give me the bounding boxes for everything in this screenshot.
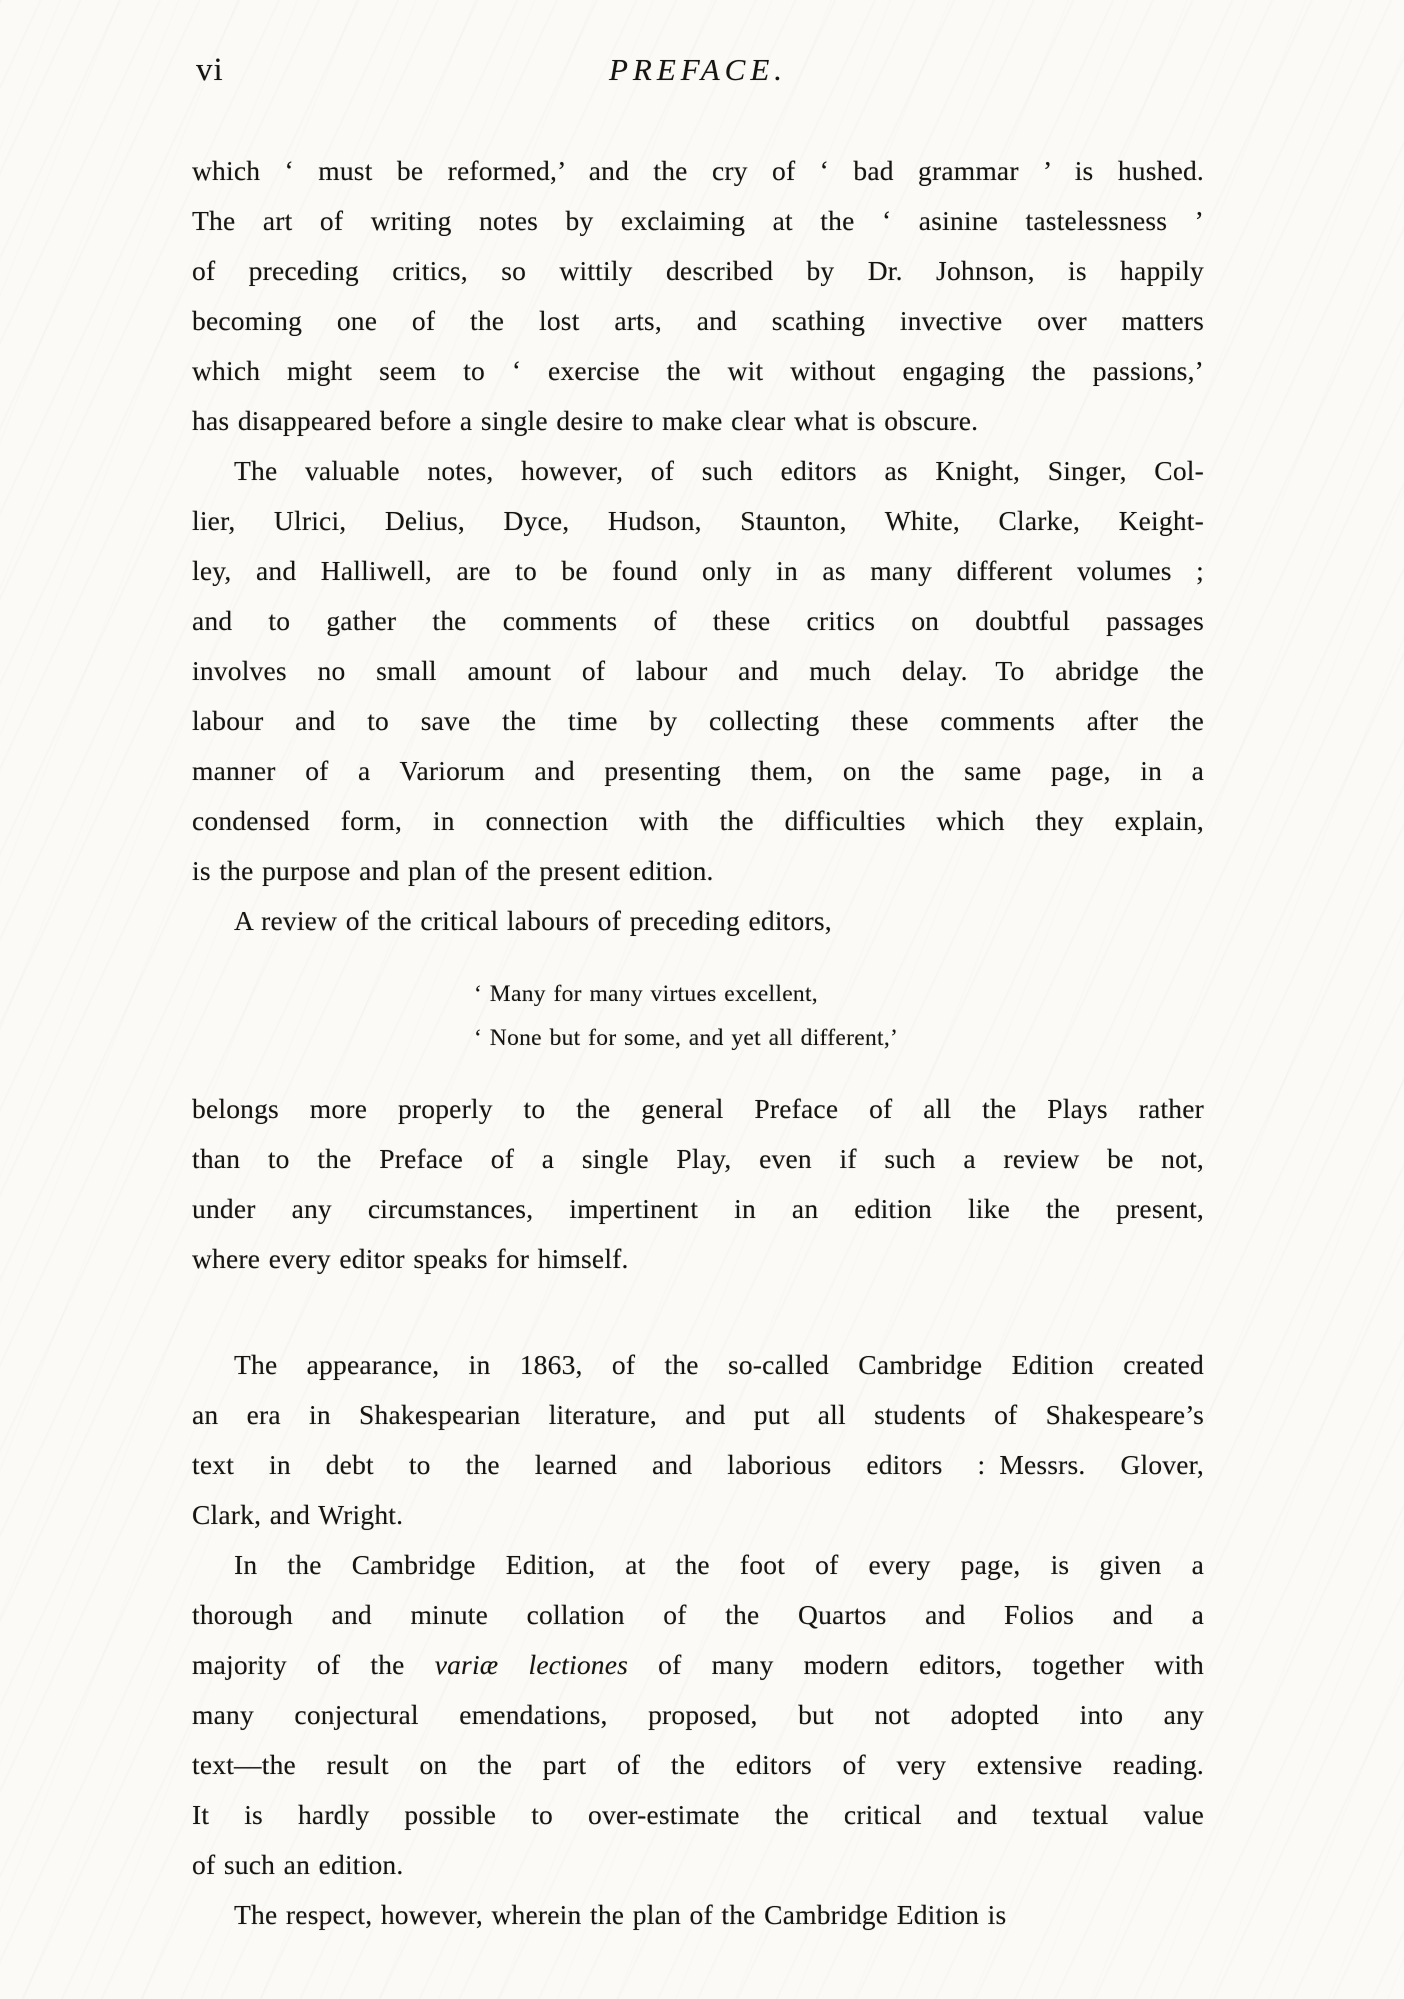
- text-line: of preceding critics, so wittily described by Dr. Johnson, is happily: [192, 255, 1204, 286]
- verse-paragraph: [474, 972, 1204, 1060]
- text-line: where every editor speaks for himself.: [192, 1243, 629, 1274]
- paragraph: [192, 1340, 1204, 1540]
- text-line: an era in Shakespearian literature, and put all students of Shakespeare’s: [192, 1399, 1204, 1430]
- text-line: The respect, however, wherein the plan of the Cambridge Edition is: [234, 1899, 1007, 1930]
- text-line: becoming one of the lost arts, and scathing invective over matters: [192, 305, 1204, 336]
- text-line: lier, Ulrici, Delius, Dyce, Hudson, Staunton, White, Clarke, Keight-: [192, 505, 1204, 536]
- text-line: of such an edition.: [192, 1849, 404, 1880]
- text-line: ley, and Halliwell, are to be found only in as many different volumes ;: [192, 555, 1204, 586]
- text-line: text in debt to the learned and laborious editors : Messrs. Glover,: [192, 1449, 1204, 1480]
- text-line: which ‘ must be reformed,’ and the cry of ‘ bad grammar ’ is hushed.: [192, 155, 1204, 186]
- paragraph: [192, 446, 1204, 896]
- text-line: condensed form, in connection with the difficulties which they explain,: [192, 805, 1204, 836]
- text-block: [192, 146, 1204, 1940]
- paragraph: [192, 896, 1204, 946]
- paragraph: [192, 1540, 1204, 1890]
- text-line: under any circumstances, impertinent in an edition like the present,: [192, 1193, 1204, 1224]
- page-number-folio: vi: [196, 52, 224, 88]
- text-line: The valuable notes, however, of such editors as Knight, Singer, Col-: [234, 455, 1204, 486]
- text-line: Clark, and Wright.: [192, 1499, 404, 1530]
- running-head: [192, 52, 1204, 98]
- text-line: The art of writing notes by exclaiming at the ‘ asinine tastelessness ’: [192, 205, 1204, 236]
- text-line: ‘ None but for some, and yet all different,’: [474, 1025, 899, 1051]
- paragraphs: [192, 146, 1204, 1940]
- text-line: which might seem to ‘ exercise the wit without engaging the passions,’: [192, 355, 1204, 386]
- text-line: than to the Preface of a single Play, even if such a review be not,: [192, 1143, 1204, 1174]
- text-line: A review of the critical labours of preceding editors,: [234, 905, 832, 936]
- text-line: The appearance, in 1863, of the so-called Cambridge Edition created: [234, 1349, 1204, 1380]
- text-line: is the purpose and plan of the present edition.: [192, 855, 714, 886]
- text-line: It is hardly possible to over-estimate the critical and textual value: [192, 1799, 1204, 1830]
- text-line: majority of the variæ lectiones of many modern editors, together with: [192, 1649, 1204, 1680]
- paragraph: [192, 146, 1204, 446]
- text-line: involves no small amount of labour and much delay. To abridge the: [192, 655, 1204, 686]
- text-line: has disappeared before a single desire to make clear what is obscure.: [192, 405, 979, 436]
- text-line: and to gather the comments of these critics on doubtful passages: [192, 605, 1204, 636]
- running-title: PREFACE.: [608, 52, 788, 87]
- text-line: ‘ Many for many virtues excellent,: [474, 981, 818, 1007]
- text-line: manner of a Variorum and presenting them, on the same page, in a: [192, 755, 1204, 786]
- paragraph: [192, 1890, 1204, 1940]
- text-line: thorough and minute collation of the Quartos and Folios and a: [192, 1599, 1204, 1630]
- text-line: many conjectural emendations, proposed, but not adopted into any: [192, 1699, 1204, 1730]
- text-line: belongs more properly to the general Preface of all the Plays rather: [192, 1093, 1204, 1124]
- paragraph: [192, 1084, 1204, 1284]
- text-line: In the Cambridge Edition, at the foot of every page, is given a: [234, 1549, 1204, 1580]
- text-line: text—the result on the part of the editors of very extensive reading.: [192, 1749, 1204, 1780]
- text-line: labour and to save the time by collecting these comments after the: [192, 705, 1204, 736]
